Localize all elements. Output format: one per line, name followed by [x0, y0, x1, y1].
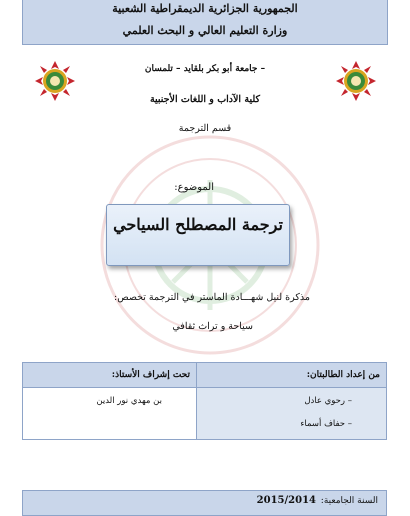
academic-year-value: 2015/2014: [256, 495, 316, 506]
thesis-title: ترجمة المصطلح السياحي: [113, 215, 283, 234]
ministry-title: وزارة التعليم العالي و البحث العلمي: [122, 24, 288, 37]
thesis-description: مذكرة لنيل شهـــادة الماستر في الترجمة تخصص:: [114, 292, 310, 303]
supervisor-name: بن مهدي نور الدين: [96, 396, 162, 406]
supervisor-header: تحت إشراف الأستاذ:: [111, 370, 190, 380]
university-name: جامعة أبو بكر بلقايد – تلمسان –: [144, 64, 266, 74]
students-header: من إعداد الطالبتان:: [306, 370, 380, 380]
academic-year-band: [22, 490, 387, 516]
header-band: [22, 0, 388, 45]
academic-year-label: السنة الجامعية:: [320, 496, 378, 506]
thesis-title-box: [106, 204, 290, 266]
authors-table: [22, 362, 387, 440]
student-name: – رحوي عادل: [304, 396, 352, 406]
table-divider: [196, 363, 197, 439]
faculty-name: كلية الآداب و اللغات الأجنبية: [149, 94, 261, 105]
department-name: قسم الترجمة: [178, 123, 232, 134]
student-name: – حفاف أسماء: [300, 419, 352, 429]
subject-label: الموضوع:: [174, 182, 214, 193]
specialty: سياحة و تراث ثقافي: [172, 321, 253, 332]
republic-title: الجمهورية الجزائرية الديمقراطية الشعبية: [112, 2, 298, 15]
students-cell: [197, 388, 386, 439]
